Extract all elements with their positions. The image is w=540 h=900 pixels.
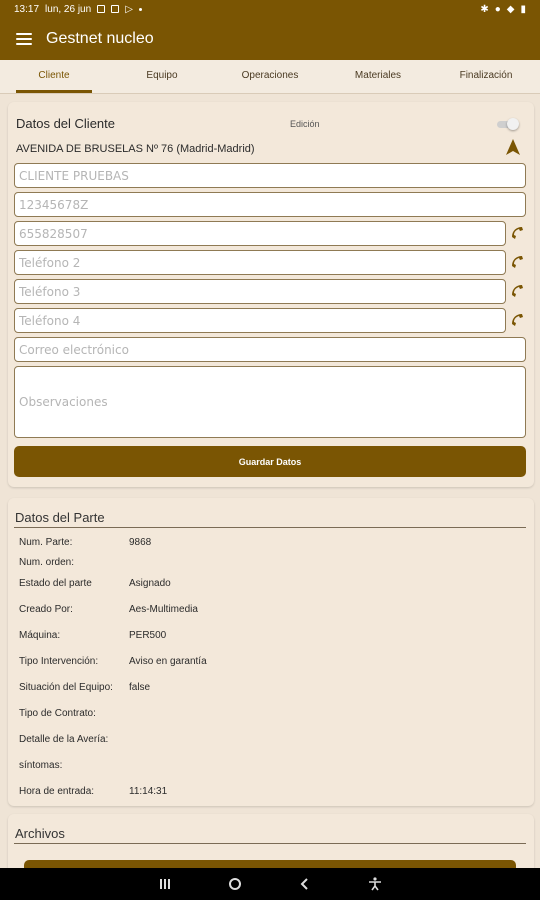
edit-label: Edición [290,119,320,129]
tab-cliente[interactable]: Cliente [0,60,108,93]
status-date: lun, 26 jun [45,3,92,15]
info-label: Num. orden: [19,557,75,568]
more-notifications-icon [139,8,142,11]
phone3-field[interactable]: Teléfono 3 [14,279,506,304]
tab-bar [0,60,540,94]
play-store-icon: ▷ [125,3,133,15]
app-title: Gestnet nucleo [46,30,154,47]
location-icon: ● [494,3,501,15]
app-bar [0,18,540,60]
info-label: síntomas: [19,760,63,771]
accessibility-icon[interactable] [365,874,385,894]
status-bar [0,0,540,18]
info-label: Tipo Intervención: [19,656,99,667]
tab-operaciones[interactable]: Operaciones [241,70,299,81]
info-row [19,656,207,667]
phone2-field[interactable]: Teléfono 2 [14,250,506,275]
info-label: Situación del Equipo: [19,682,113,693]
info-row [19,786,167,797]
menu-icon[interactable] [16,33,32,45]
info-row [19,630,166,641]
phone4-field[interactable]: Teléfono 4 [14,308,506,333]
work-order-card [8,498,534,806]
client-section-title: Datos del Cliente [16,116,115,131]
back-icon[interactable] [295,874,315,894]
call-phone1-icon[interactable] [509,225,525,241]
tab-equipo[interactable]: Equipo [146,70,178,81]
email-field[interactable]: Correo electrónico [14,337,526,362]
info-value: Aviso en garantía [129,656,207,667]
info-row [19,578,171,589]
info-row [19,537,151,548]
info-value: Asignado [129,578,171,589]
recents-icon[interactable] [155,874,175,894]
files-section-title: Archivos [15,826,65,841]
info-row [19,557,129,568]
client-address: AVENIDA DE BRUSELAS Nº 76 (Madrid-Madrid) [16,143,255,155]
call-phone3-icon[interactable] [509,283,525,299]
navigation-icon[interactable] [505,138,521,156]
info-value: 9868 [129,537,152,548]
tab-materiales[interactable]: Materiales [354,70,402,81]
nif-field[interactable]: 12345678Z [14,192,526,217]
section-divider [14,843,526,844]
client-name-field[interactable]: CLIENTE PRUEBAS [14,163,526,188]
info-label: Num. Parte: [19,537,73,548]
info-row [19,708,129,719]
info-value: Aes-Multimedia [129,604,198,615]
info-value: PER500 [129,630,167,641]
info-label: Máquina: [19,630,61,641]
save-data-button[interactable]: Guardar Datos [14,446,526,477]
notes-field[interactable]: Observaciones [14,366,526,438]
info-label: Tipo de Contrato: [19,708,96,719]
info-value: 11:14:31 [129,786,168,797]
status-time: 13:17 [14,3,40,15]
edit-toggle[interactable] [495,118,519,130]
battery-icon: ▮ [520,3,526,15]
bluetooth-icon: ✱ [480,3,489,15]
wifi-icon: ◆ [506,3,515,15]
gallery-icon [97,5,105,13]
section-divider [14,527,526,528]
info-label: Hora de entrada: [19,786,95,797]
home-icon[interactable] [225,874,245,894]
tab-finalizacion[interactable]: Finalización [459,70,513,81]
call-phone4-icon[interactable] [509,312,525,328]
info-label: Estado del parte [19,578,92,589]
info-row [19,734,129,745]
info-row [19,604,198,615]
client-data-card [8,102,534,487]
info-row [19,682,150,693]
work-order-section-title: Datos del Parte [15,510,105,525]
info-value: false [129,682,151,693]
mail-icon [111,5,119,13]
info-label: Creado Por: [19,604,73,615]
call-phone2-icon[interactable] [509,254,525,270]
system-nav-bar [0,868,540,900]
phone1-field[interactable]: 655828507 [14,221,506,246]
info-row [19,760,129,771]
info-label: Detalle de la Avería: [19,734,109,745]
